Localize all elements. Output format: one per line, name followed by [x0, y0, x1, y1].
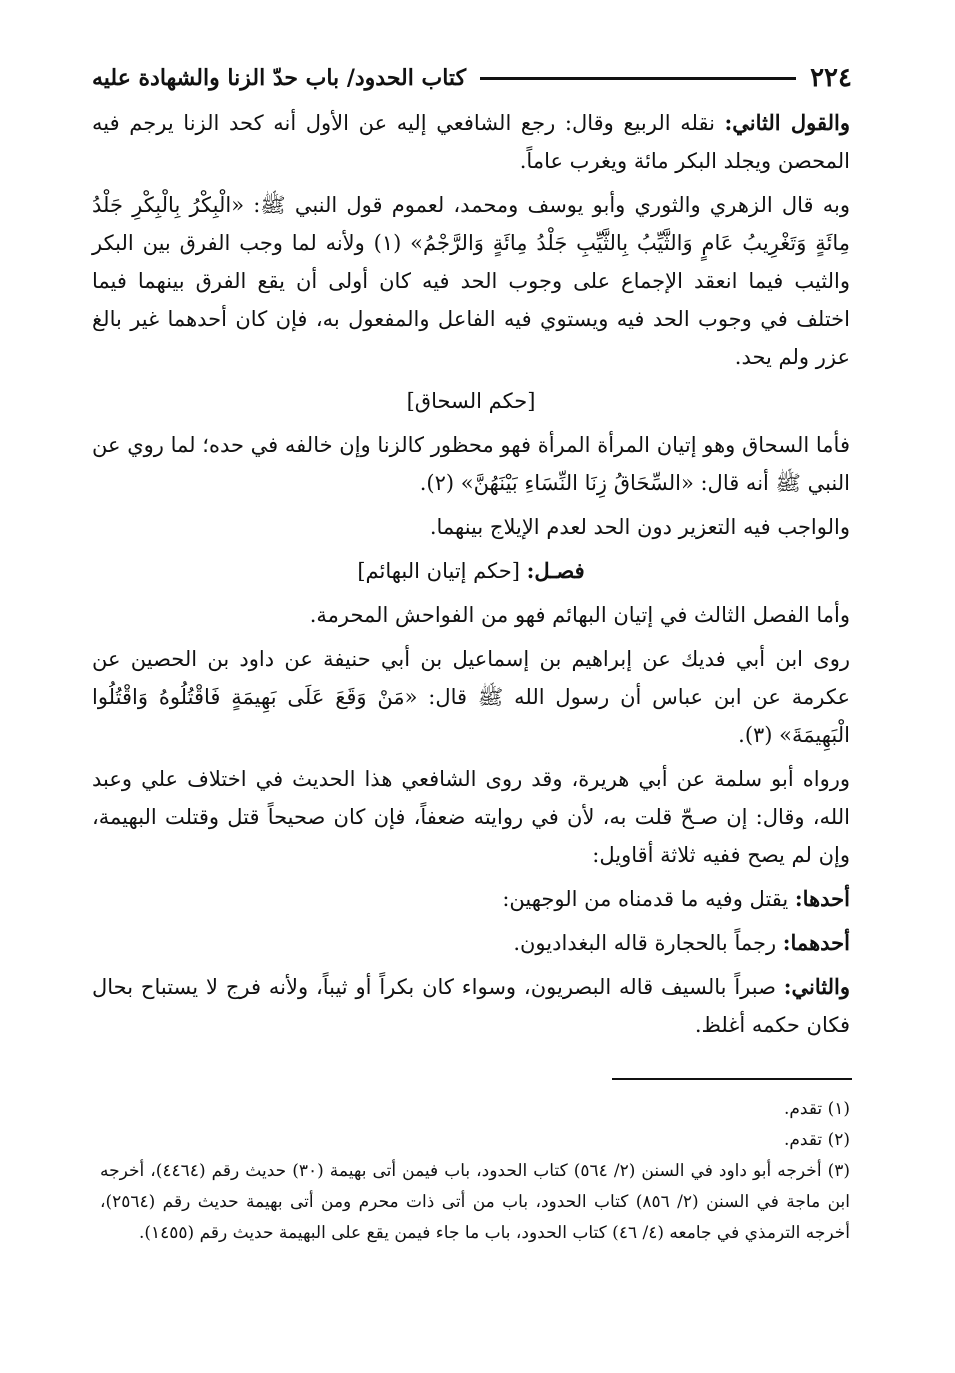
paragraph-9	[92, 924, 850, 962]
footnote-2: (٢) تقدم.	[783, 1130, 850, 1150]
fasl-title: [حكم إتيان البهائم]	[357, 559, 527, 583]
main-text	[92, 104, 850, 1050]
paragraph-10-lead: والثاني:	[783, 974, 850, 999]
header-rule	[480, 77, 796, 80]
section-heading-sihaq: [حكم السحاق]	[406, 389, 536, 413]
paragraph-1-text: نقله الربيع وقال: رجع الشافعي إليه عن الأول أنه كحد الزنا يرجم فيه المحصن ويجلد البكر مائة ويغرب عاماً.	[92, 111, 850, 173]
footnote-separator	[612, 1078, 852, 1080]
paragraph-8-lead: أحدها:	[794, 886, 850, 911]
paragraph-2: وبه قال الزهري والثوري وأبو يوسف ومحمد، لعموم قول النبي ﷺ: «الْبِكْرُ بِالْبِكْرِ جَلْدُ مِائَةٍ وَتَغْرِيبُ عَامٍ وَالثَّيِّبُ بِالثَّيِّبِ جَلْدُ مِائَةٍ وَالرَّجْمُ» (١) ولأنه لما وجب الفرق بين البكر والثيب فيما انعقد الإجماع على وجوب الحد فيه كان أولى أن يقع الفرق بينهما فيما اختلف في وجوب الحد فيه ويستوي فيه الفاعل والمفعول به، فإن كان أحدهما غير بالغ عزر ولم يحد.	[92, 193, 850, 369]
paragraph-8	[92, 880, 850, 918]
paragraph-7: ورواه أبو سلمة عن أبي هريرة، وقد روى الشافعي هذا الحديث في اختلاف علي وعبد الله، وقال: إن صـحّ قلت به، لأن في روايته ضعفاً، فإن كان صحيحاً قتل وقتلت البهيمة، وإن لم يصح ففيه ثلاثة أقاويل:	[92, 767, 850, 867]
footnote-1: (١) تقدم.	[783, 1099, 850, 1119]
paragraph-10	[92, 968, 850, 1044]
fasl-label: فصـل:	[526, 558, 585, 583]
paragraph-4: والواجب فيه التعزير دون الحد لعدم الإيلاج بينهما.	[429, 515, 850, 539]
paragraph-8-text: يقتل وفيه ما قدمناه من الوجهين:	[502, 887, 795, 911]
paragraph-10-text: صبراً بالسيف قاله البصريون، وسواء كان بكراً أو ثيباً، ولأنه فرج لا يستباح بحال فكان حكمه أغلظ.	[92, 975, 850, 1037]
paragraph-6: روى ابن أبي فديك عن إبراهيم بن إسماعيل بن أبي حنيفة عن داود بن الحصين عن عكرمة عن ابن عباس أن رسول الله ﷺ قال: «مَنْ وَقَعَ عَلَى بَهِيمَةٍ فَاقْتُلُوهُ وَاقْتُلُوا الْبَهِيمَةَ» (٣).	[92, 647, 850, 747]
paragraph-9-lead: أحدهما:	[782, 930, 850, 955]
paragraph-1	[92, 104, 850, 180]
page-number: ٢٢٤	[810, 63, 852, 93]
footnote-3: (٣) أخرجه أبو داود في السنن (٢/ ٥٦٤) كتاب الحدود، باب فيمن أتى بهيمة (٣٠) حديث رقم (٤٤٦٤)، أخرجه ابن ماجة في السنن (٢/ ٨٥٦) كتاب الحدود، باب من أتى ذات محرم ومن أتى بهيمة حديث رقم (٢٥٦٤)، أخرجه الترمذي في جامعه (٤/ ٤٦) كتاب الحدود، باب ما جاء فيمن يقع على البهيمة حديث رقم (١٤٥٥).	[100, 1161, 850, 1243]
paragraph-9-text: رجماً بالحجارة قاله البغداديون.	[513, 931, 783, 955]
paragraph-1-lead: والقول الثاني:	[724, 110, 850, 135]
paragraph-3: فأما السحاق وهو إتيان المرأة المرأة فهو محظور كالزنا وإن خالفه في حده؛ لما روي عن النبي ﷺ أنه قال: «السِّحَاقُ زِنَا النِّسَاءِ بَيْنَهُنَّ» (٢).	[92, 433, 850, 495]
footnotes	[100, 1094, 850, 1249]
paragraph-5: وأما الفصل الثالث في إتيان البهائم فهو من الفواحش المحرمة.	[309, 603, 850, 627]
section-heading-bahaim	[92, 552, 850, 590]
running-header	[92, 58, 852, 98]
running-title: كتاب الحدود/ باب حدّ الزنا والشهادة عليه	[92, 65, 467, 91]
